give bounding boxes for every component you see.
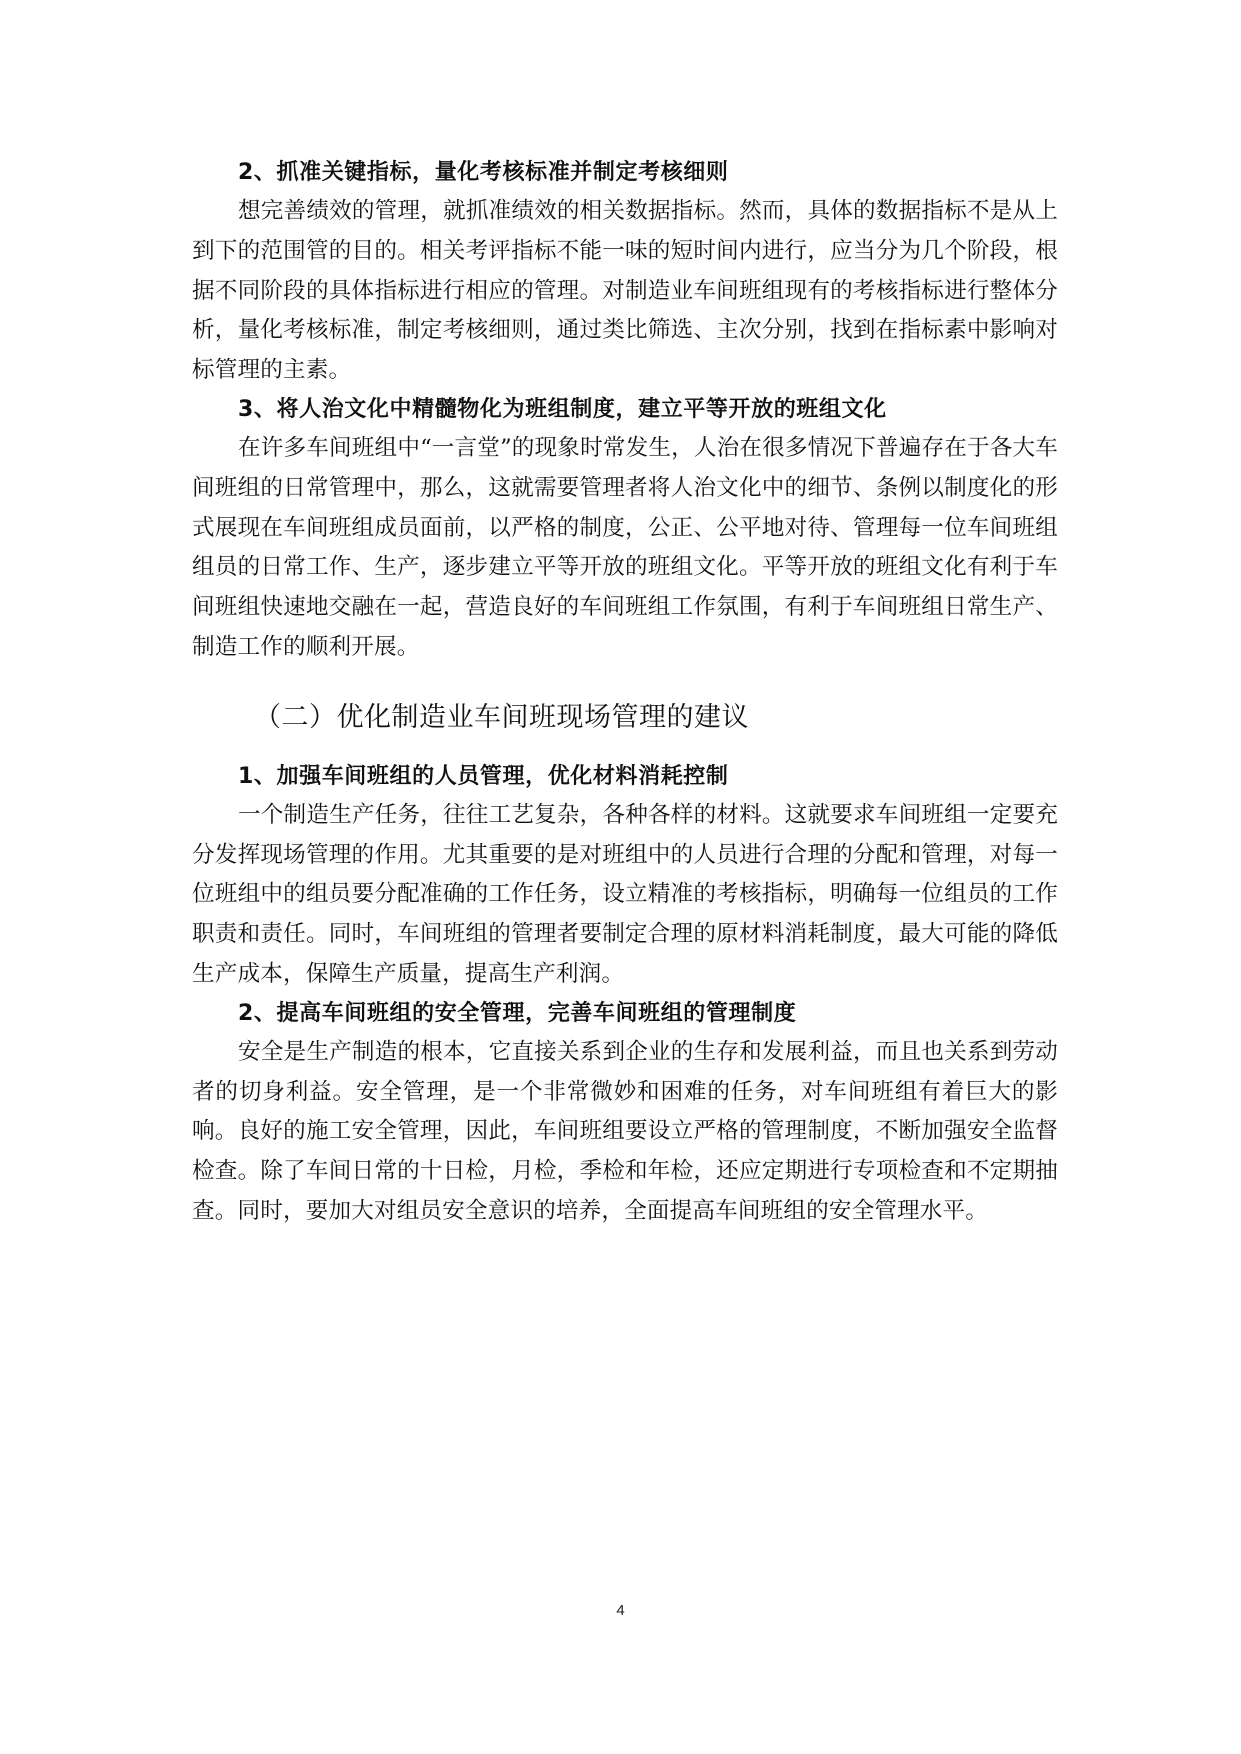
subheading-key-indicators: 2、抓准关键指标，量化考核标准并制定考核细则 <box>238 160 729 185</box>
paragraph-key-indicators: 想完善绩效的管理，就抓准绩效的相关数据指标。然而，具体的数据指标不是从上到下的范围管的目的。相关考评指标不能一味的短时间内进行，应当分为几个阶段，根据不同阶段的具体指标进行相应的管理。对制造业车间班组现有的考核指标进行整体分析，量化考核标准，制定考核细则，通过类比筛选、主次分别，找到在指标素中影响对标管理的主素。 <box>192 198 1058 384</box>
page-content <box>192 154 1058 1232</box>
paragraph-safety-management: 安全是生产制造的根本，它直接关系到企业的生存和发展利益，而且也关系到劳动者的切身利益。安全管理，是一个非常微妙和困难的任务，对车间班组有着巨大的影响。良好的施工安全管理，因此，车间班组要设立严格的管理制度，不断加强安全监督检查。除了车间日常的十日检，月检，季检和年检，还应定期进行专项检查和不定期抽查。同时，要加大对组员安全意识的培养，全面提高车间班组的安全管理水平。 <box>192 1038 1058 1224</box>
paragraph-personnel-management: 一个制造生产任务，往往工艺复杂，各种各样的材料。这就要求车间班组一定要充分发挥现场管理的作用。尤其重要的是对班组中的人员进行合理的分配和管理，对每一位班组中的组员要分配准确的工作任务，设立精准的考核指标，明确每一位组员的工作职责和责任。同时，车间班组的管理者要制定合理的原材料消耗制度，最大可能的降低生产成本，保障生产质量，提高生产利润。 <box>192 801 1058 987</box>
spacer <box>192 668 1058 698</box>
section-title-site-management: （二）优化制造业车间班现场管理的建议 <box>254 701 749 733</box>
spacer <box>192 738 1058 758</box>
subheading-personnel-management: 1、加强车间班组的人员管理，优化材料消耗控制 <box>238 763 729 789</box>
page-number: 4 <box>616 1602 625 1619</box>
paragraph-team-culture: 在许多车间班组中“一言堂”的现象时常发生，人治在很多情况下普遍存在于各大车间班组的日常管理中，那么，这就需要管理者将人治文化中的细节、条例以制度化的形式展现在车间班组成员面前，以严格的制度，公正、公平地对待、管理每一位车间班组组员的日常工作、生产，逐步建立平等开放的班组文化。平等开放的班组文化有利于车间班组快速地交融在一起，营造良好的车间班组工作氛围，有利于车间班组日常生产、制造工作的顺利开展。 <box>192 434 1058 660</box>
subheading-team-culture: 3、将人治文化中精髓物化为班组制度，建立平等开放的班组文化 <box>238 396 887 422</box>
subheading-safety-management: 2、提高车间班组的安全管理，完善车间班组的管理制度 <box>238 1000 797 1026</box>
